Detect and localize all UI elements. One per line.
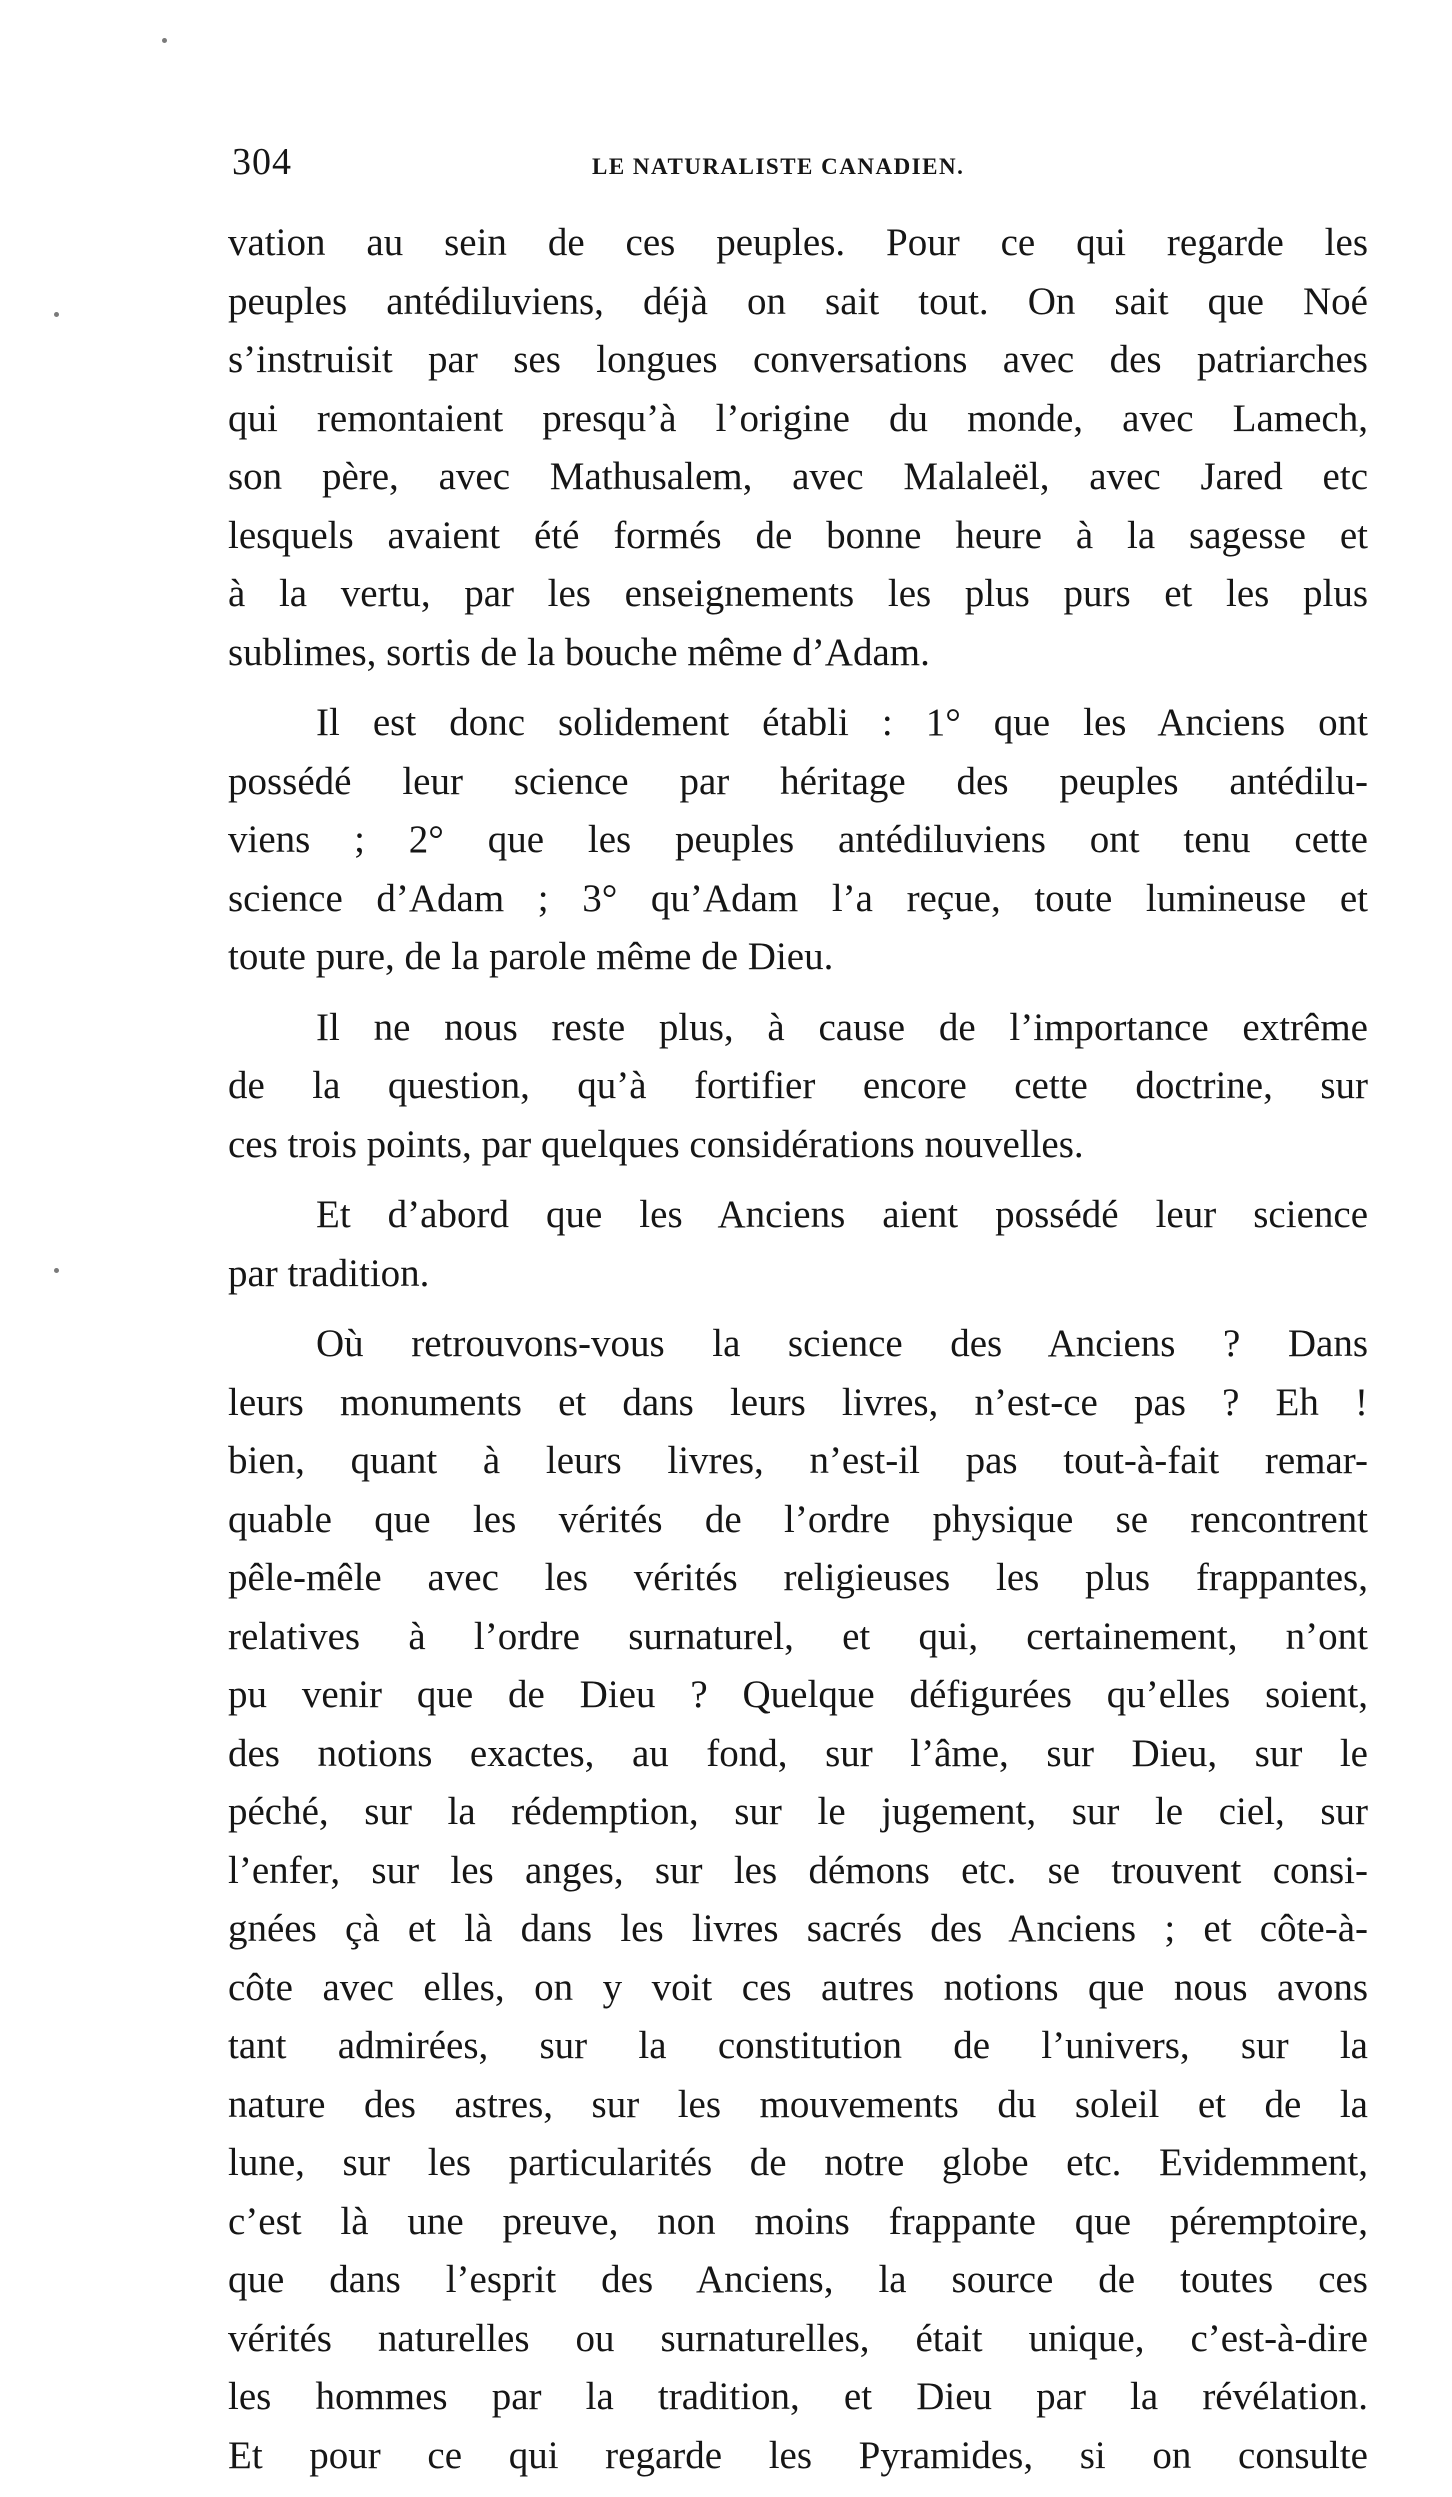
text-line: lesquels avaient été formés de bonne heure à la sagesse et xyxy=(228,513,1368,557)
text-line: tant admirées, sur la constitution de l’univers, sur la xyxy=(228,2024,1368,2067)
text-line: vérités naturelles ou surnaturelles, était unique, c’est-à-dire xyxy=(228,2316,1368,2360)
text-line: ces trois points, par quelques considérations nouvelles. xyxy=(228,1122,1084,1166)
text-line: péché, sur la rédemption, sur le jugement, sur le ciel, sur xyxy=(228,1790,1368,1833)
text-line: quable que les vérités de l’ordre physique se rencontrent xyxy=(228,1497,1368,1541)
text-line: Et d’abord que les Anciens aient possédé leur science xyxy=(316,1193,1368,1236)
paragraph xyxy=(228,1186,1368,1303)
text-line: c’est là une preuve, non moins frappante que péremptoire, xyxy=(228,2199,1368,2243)
text-line: gnées çà et là dans les livres sacrés des Anciens ; et côte-à- xyxy=(228,1907,1368,1950)
text-line: qui remontaient presqu’à l’origine du monde, avec Lamech, xyxy=(228,396,1368,440)
paragraph xyxy=(228,694,1368,987)
text-line: des notions exactes, au fond, sur l’âme, sur Dieu, sur le xyxy=(228,1731,1368,1775)
paragraph xyxy=(228,214,1368,682)
scan-speck xyxy=(54,312,59,317)
text-line: l’enfer, sur les anges, sur les démons etc. se trouvent consi- xyxy=(228,1848,1368,1892)
text-line: pu venir que de Dieu ? Quelque défigurées qu’elles soient, xyxy=(228,1673,1368,1716)
text-line: Il ne nous reste plus, à cause de l’importance extrême xyxy=(316,1005,1368,1049)
text-line: possédé leur science par héritage des peuples antédilu- xyxy=(228,759,1368,803)
text-line: viens ; 2° que les peuples antédiluviens ont tenu cette xyxy=(228,818,1368,861)
text-line: peuples antédiluviens, déjà on sait tout. On sait que Noé xyxy=(228,279,1368,323)
text-line: bien, quant à leurs livres, n’est-il pas tout-à-fait remar- xyxy=(228,1439,1368,1482)
text-line: Où retrouvons-vous la science des Anciens ? Dans xyxy=(316,1322,1368,1365)
running-title: LE NATURALISTE CANADIEN. xyxy=(592,154,965,179)
text-line: leurs monuments et dans leurs livres, n’est-ce pas ? Eh ! xyxy=(228,1380,1368,1424)
page-number: 304 xyxy=(232,141,292,183)
text-line: nature des astres, sur les mouvements du soleil et de la xyxy=(228,2082,1368,2126)
text-line: de la question, qu’à fortifier encore cette doctrine, sur xyxy=(228,1064,1368,1107)
text-line: toute pure, de la parole même de Dieu. xyxy=(228,935,834,978)
text-line: relatives à l’ordre surnaturel, et qui, certainement, n’ont xyxy=(228,1614,1368,1658)
text-line: côte avec elles, on y voit ces autres notions que nous avons xyxy=(228,1965,1368,2009)
text-line: sublimes, sortis de la bouche même d’Adam. xyxy=(228,630,930,674)
text-line: vation au sein de ces peuples. Pour ce qui regarde les xyxy=(228,221,1368,264)
text-line: Et pour ce qui regarde les Pyramides, si on consulte xyxy=(228,2433,1368,2477)
text-line: Il est donc solidement établi : 1° que les Anciens ont xyxy=(316,701,1368,744)
text-line: lune, sur les particularités de notre globe etc. Evidemment, xyxy=(228,2141,1368,2184)
text-line: par tradition. xyxy=(228,1251,430,1295)
text-line: science d’Adam ; 3° qu’Adam l’a reçue, toute lumineuse et xyxy=(228,876,1368,920)
text-line: à la vertu, par les enseignements les plus purs et les plus xyxy=(228,572,1368,615)
scan-speck xyxy=(54,1268,59,1273)
paragraph xyxy=(228,1315,1368,2485)
text-line: les hommes par la tradition, et Dieu par la révélation. xyxy=(228,2375,1368,2418)
text-line: son père, avec Mathusalem, avec Malaleël, avec Jared etc xyxy=(228,455,1368,498)
body-text xyxy=(228,214,1368,2497)
text-line: que dans l’esprit des Anciens, la source de toutes ces xyxy=(228,2258,1368,2301)
paragraph xyxy=(228,999,1368,1175)
text-line: s’instruisit par ses longues conversations avec des patriarches xyxy=(228,338,1368,381)
text-line: pêle-mêle avec les vérités religieuses les plus frappantes, xyxy=(228,1556,1368,1599)
page-header xyxy=(232,140,1060,192)
scan-speck xyxy=(162,38,167,43)
